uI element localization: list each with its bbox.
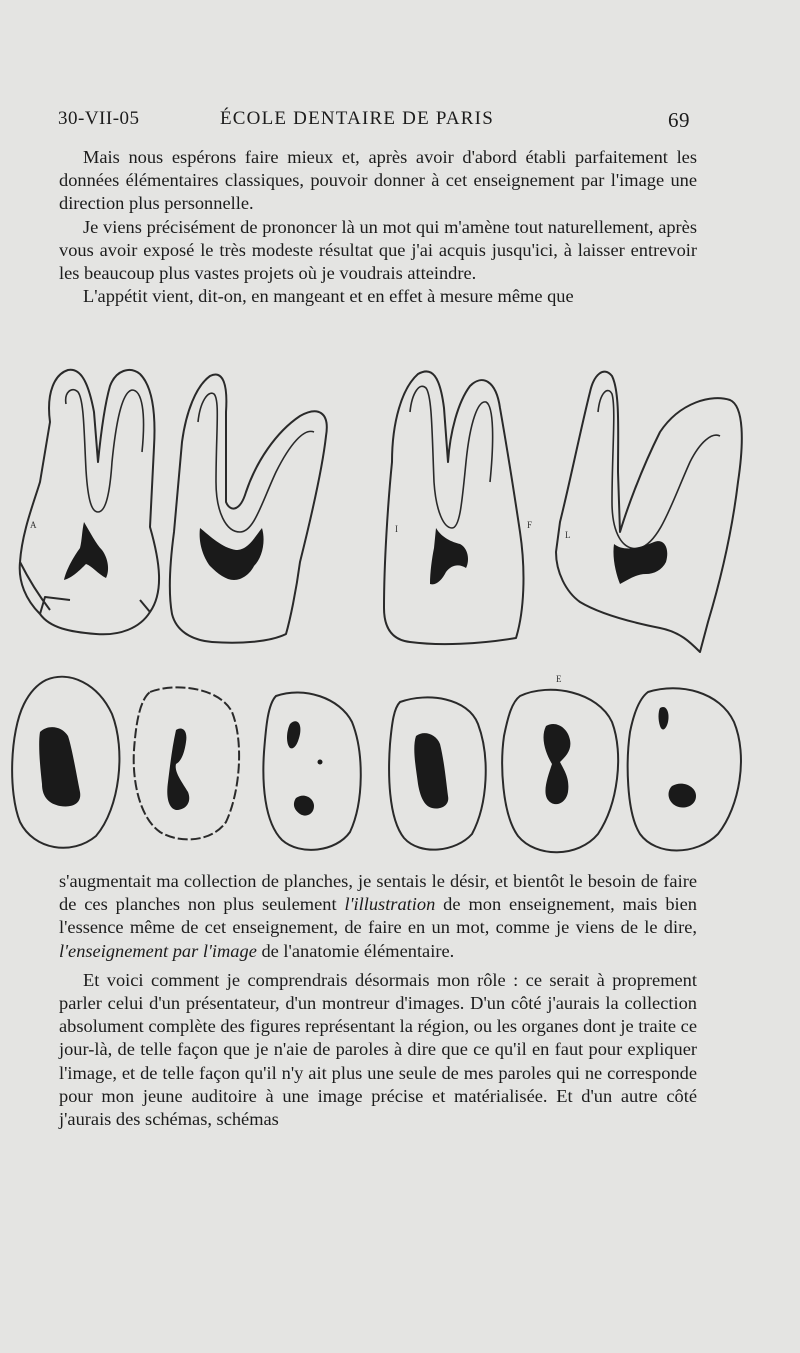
body-text-top: [59, 146, 697, 308]
figure-letter-e: E: [556, 674, 562, 684]
italic-text: l'illustration: [344, 894, 436, 915]
figure-letter-a: A: [30, 520, 37, 530]
tooth-illustration: [0, 352, 800, 872]
pulp-chamber-1: [64, 522, 108, 580]
pulp-cross-5: [544, 724, 571, 804]
body-text-bottom: [59, 870, 697, 1131]
text-run: s'augmentait ma collection de planches, je sentais le désir, et bientôt le besoin de faire de ces planches non plus seulement: [59, 871, 697, 915]
pulp-cross-4: [414, 733, 448, 808]
pulp-cross-6b: [669, 784, 696, 808]
pulp-chamber-2: [200, 528, 264, 580]
page-number: 69: [668, 108, 690, 132]
tooth-longitudinal-3: [384, 371, 523, 644]
text-run: de l'anatomie élémentaire.: [256, 940, 455, 961]
cross-section-2: [134, 687, 239, 839]
header-title: ÉCOLE DENTAIRE DE PARIS: [220, 108, 494, 129]
header-date: 30-VII-05: [58, 108, 140, 129]
figure-letter-f: F: [527, 520, 533, 530]
running-head: [58, 108, 690, 138]
paragraph: [59, 870, 697, 963]
text-run: de mon enseignement, mais bien l'essence même de cet enseignement, de faire en un mot, comme je viens de le dire,: [59, 894, 697, 938]
pulp-cross-3a: [287, 721, 300, 748]
figure-letter-i: I: [395, 524, 398, 534]
italic-text: l'enseignement par l'image: [59, 940, 257, 961]
tooth-section-figure: [0, 352, 800, 872]
paragraph: Mais nous espérons faire mieux et, après avoir d'abord établi parfaitement les données élémentaires classiques, pouvoir donner à cet enseignement par l'image une direction plus personnelle.: [59, 147, 697, 214]
paragraph: Et voici comment je comprendrais désormais mon rôle : ce serait à proprement parler celui d'un présentateur, d'un montreur d'images. D'un côté j'aurais la collection absolument complète des figures représentant la région, ou les organes dont je traite ce jour-là, de telle façon que je n'aie de paroles à dire que ce qu'il en faut pour expliquer l'image, et de telle façon qu'il n'y ait plus une seule de mes paroles qui ne corresponde pour mon jeune auditoire à une image précise et matérialisée. Et d'un autre côté j'aurais des schémas, schémas: [59, 969, 698, 1130]
pulp-cross-1: [39, 727, 80, 806]
pulp-cross-3b: [294, 796, 314, 816]
tooth-longitudinal-1: [20, 370, 159, 635]
pulp-cross-3c: [318, 760, 323, 765]
pulp-chamber-3: [430, 528, 468, 584]
tooth-longitudinal-4: [556, 372, 742, 652]
paragraph: L'appétit vient, dit-on, en mangeant et en effet à mesure même que: [83, 286, 574, 307]
figure-letter-l: L: [565, 530, 571, 540]
paragraph: Je viens précisément de prononcer là un mot qui m'amène tout naturellement, après vous avoir exposé le très modeste résultat que j'ai acquis jusqu'ici, à laisser entrevoir les beaucoup plus vastes projets où je voudrais atteindre.: [59, 216, 697, 284]
tooth-longitudinal-2: [170, 375, 327, 643]
pulp-chamber-4: [613, 541, 667, 584]
cross-section-3: [263, 692, 360, 849]
pulp-cross-6a: [659, 707, 669, 730]
cross-section-6: [628, 688, 741, 850]
pulp-cross-2: [167, 729, 189, 811]
